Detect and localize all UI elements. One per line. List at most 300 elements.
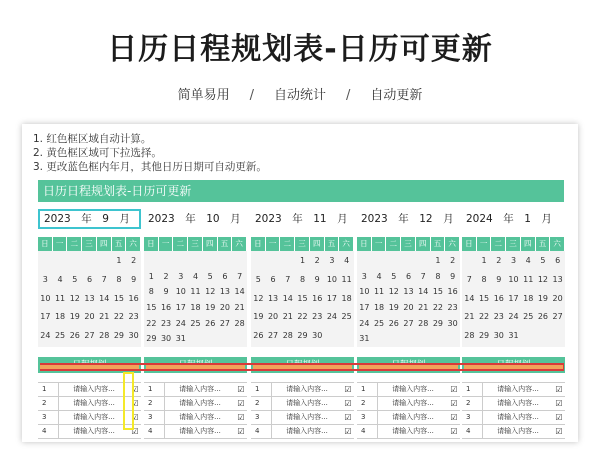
day-cell xyxy=(203,253,218,269)
schedule-row xyxy=(144,411,247,425)
day-cell: 15 xyxy=(297,293,308,303)
day-cell: 21 xyxy=(234,302,245,312)
day-cell: 18 xyxy=(523,293,534,303)
day-cell: 9 xyxy=(131,274,137,284)
weekday-header xyxy=(251,237,354,251)
day-cell: 23 xyxy=(493,312,504,322)
weekday-header xyxy=(462,237,565,251)
weekday-label: 四 xyxy=(97,237,112,251)
day-cell: 9 xyxy=(314,274,320,284)
day-cell: 31 xyxy=(175,334,186,344)
row-number: 2 xyxy=(38,397,59,410)
day-cell: 6 xyxy=(222,271,228,281)
weekday-label: 二 xyxy=(280,237,295,251)
weekday-label: 四 xyxy=(203,237,218,251)
day-cell: 28 xyxy=(282,331,293,341)
checkbox-checked-icon[interactable]: ☑ xyxy=(450,399,458,408)
day-cell: 13 xyxy=(219,287,231,297)
day-cell: 2 xyxy=(450,256,456,265)
day-cell: 10 xyxy=(175,287,186,297)
day-cell xyxy=(38,253,53,269)
weekday-label: 一 xyxy=(266,237,281,251)
day-cell xyxy=(67,253,82,269)
day-cell: 5 xyxy=(540,256,546,265)
day-cell: 28 xyxy=(234,318,245,328)
weekday-label: 日 xyxy=(251,237,266,251)
day-cell xyxy=(97,253,112,269)
row-number: 4 xyxy=(357,425,378,438)
day-cell: 19 xyxy=(69,312,80,322)
row-number: 4 xyxy=(38,425,59,438)
schedule-input[interactable]: 请输入内容... xyxy=(392,399,434,407)
day-cell: 5 xyxy=(255,274,261,284)
day-cell: 11 xyxy=(523,274,534,284)
day-grid xyxy=(144,251,247,347)
day-cell: 24 xyxy=(326,312,338,322)
schedule-row xyxy=(357,411,460,425)
checkbox-checked-icon[interactable]: ☑ xyxy=(555,385,563,394)
day-cell: 4 xyxy=(525,256,531,265)
schedule-row xyxy=(357,383,460,397)
day-cell: 31 xyxy=(508,331,519,341)
day-cell: 3 xyxy=(361,271,367,281)
weekday-label: 三 xyxy=(82,237,97,251)
weekday-header xyxy=(144,237,247,251)
day-cell: 7 xyxy=(237,271,243,281)
day-cell: 4 xyxy=(57,274,63,284)
weekday-label: 二 xyxy=(67,237,82,251)
instructions xyxy=(33,132,267,174)
schedule-row xyxy=(462,383,565,397)
day-cell: 14 xyxy=(282,293,293,303)
day-cell: 30 xyxy=(128,331,139,341)
row-number: 4 xyxy=(144,425,165,438)
day-cell: 1 xyxy=(435,256,441,265)
schedule-input[interactable]: 请输入内容... xyxy=(392,413,434,421)
day-cell xyxy=(462,253,477,269)
poster-title: 日历日程规划表-日历可更新 xyxy=(107,32,493,67)
day-cell xyxy=(232,253,247,269)
weekday-label: 一 xyxy=(477,237,492,251)
feature-subtitle xyxy=(0,84,600,103)
day-cell: 4 xyxy=(376,271,382,281)
day-cell xyxy=(218,253,233,269)
row-number: 1 xyxy=(462,383,483,396)
checkbox-checked-icon[interactable]: ☑ xyxy=(450,385,458,394)
weekday-label: 日 xyxy=(462,237,477,251)
row-number: 1 xyxy=(144,383,165,396)
checkbox-checked-icon[interactable]: ☑ xyxy=(237,427,245,436)
day-cell: 1 xyxy=(299,256,306,265)
month-selector[interactable]: 2023 年 9 月 xyxy=(38,209,141,229)
schedule-input[interactable]: 请输入内容... xyxy=(179,413,221,421)
day-cell: 20 xyxy=(403,302,414,312)
day-cell: 18 xyxy=(341,293,352,303)
day-cell: 23 xyxy=(128,312,139,322)
note-line: 2. 黄色框区域可下拉选择。 xyxy=(33,147,162,159)
weekday-label: 一 xyxy=(372,237,387,251)
day-cell: 9 xyxy=(163,287,169,297)
day-cell: 13 xyxy=(552,274,563,284)
checkbox-checked-icon[interactable]: ☑ xyxy=(237,399,245,408)
separator: / xyxy=(249,88,254,103)
weekday-label: 五 xyxy=(218,237,233,251)
weekday-label: 五 xyxy=(431,237,446,251)
schedule-row xyxy=(357,425,460,439)
weekday-label: 一 xyxy=(53,237,68,251)
day-cell: 29 xyxy=(478,331,490,341)
schedule-row xyxy=(251,425,354,439)
schedule-input[interactable]: 请输入内容... xyxy=(497,427,539,435)
orange-summary-bar xyxy=(253,365,352,369)
day-cell: 20 xyxy=(219,302,231,312)
day-cell: 2 xyxy=(163,271,169,281)
day-cell: 23 xyxy=(312,312,323,322)
checkbox-checked-icon[interactable]: ☑ xyxy=(450,427,458,436)
weekday-label: 日 xyxy=(144,237,159,251)
day-cell: 6 xyxy=(86,274,93,284)
weekday-label: 六 xyxy=(550,237,565,251)
day-cell: 12 xyxy=(388,287,399,297)
day-cell: 12 xyxy=(537,274,549,284)
weekday-label: 五 xyxy=(112,237,127,251)
day-cell: 29 xyxy=(113,331,125,341)
day-cell: 29 xyxy=(297,331,308,341)
row-number: 3 xyxy=(357,411,378,424)
checkbox-checked-icon[interactable]: ☑ xyxy=(131,385,139,394)
day-cell: 19 xyxy=(537,293,549,303)
day-cell: 18 xyxy=(190,302,201,312)
calendar-banner: 日历日程规划表-日历可更新 xyxy=(38,180,564,202)
row-number: 3 xyxy=(38,411,59,424)
day-cell: 1 xyxy=(116,256,122,265)
weekday-header xyxy=(38,237,141,251)
day-cell: 22 xyxy=(146,318,157,328)
checkbox-checked-icon[interactable]: ☑ xyxy=(131,399,139,408)
day-cell: 28 xyxy=(464,331,475,341)
schedule-row xyxy=(462,397,565,411)
schedule-input[interactable]: 请输入内容... xyxy=(73,427,115,435)
schedule-input[interactable]: 请输入内容... xyxy=(497,399,539,407)
day-cell: 14 xyxy=(99,293,110,303)
month-label: 2023 年 12 月 xyxy=(361,213,454,225)
weekday-label: 日 xyxy=(357,237,372,251)
day-cell: 13 xyxy=(403,287,414,297)
checkbox-checked-icon[interactable]: ☑ xyxy=(237,413,245,422)
day-cell xyxy=(188,253,203,269)
schedule-input[interactable]: 请输入内容... xyxy=(179,427,221,435)
day-cell: 19 xyxy=(205,302,216,312)
schedule-input[interactable]: 请输入内容... xyxy=(179,385,221,393)
weekday-header xyxy=(357,237,460,251)
day-cell: 15 xyxy=(146,302,157,312)
weekday-label: 四 xyxy=(416,237,431,251)
day-cell: 8 xyxy=(435,271,441,281)
day-cell: 15 xyxy=(478,293,490,303)
schedule-input[interactable]: 请输入内容... xyxy=(392,427,434,435)
day-cell: 30 xyxy=(160,334,172,344)
day-cell: 20 xyxy=(267,312,279,322)
row-number: 4 xyxy=(462,425,483,438)
schedule-input[interactable]: 请输入内容... xyxy=(497,413,539,421)
month-calendar xyxy=(251,209,354,439)
weekday-label: 六 xyxy=(126,237,141,251)
day-cell: 20 xyxy=(552,293,563,303)
day-cell xyxy=(357,253,372,269)
day-cell: 3 xyxy=(329,256,335,265)
row-number: 3 xyxy=(251,411,272,424)
row-number: 3 xyxy=(462,411,483,424)
row-number: 2 xyxy=(357,397,378,410)
day-cell xyxy=(53,253,68,269)
day-cell: 5 xyxy=(207,271,213,281)
day-cell: 20 xyxy=(84,312,95,322)
day-cell: 13 xyxy=(267,293,279,303)
day-cell: 3 xyxy=(42,274,48,284)
day-cell: 12 xyxy=(69,293,80,303)
checkbox-checked-icon[interactable]: ☑ xyxy=(131,427,139,436)
checkbox-checked-icon[interactable]: ☑ xyxy=(344,413,352,422)
row-number: 1 xyxy=(251,383,272,396)
orange-summary-bar xyxy=(464,365,563,369)
day-cell: 10 xyxy=(40,293,51,303)
schedule-input[interactable]: 请输入内容... xyxy=(286,399,328,407)
day-cell: 25 xyxy=(523,312,534,322)
day-cell xyxy=(401,253,416,269)
day-cell: 2 xyxy=(131,256,137,265)
day-cell: 15 xyxy=(113,293,125,303)
schedule-input[interactable]: 请输入内容... xyxy=(392,385,434,393)
schedule-input[interactable]: 请输入内容... xyxy=(497,385,539,393)
day-grid xyxy=(251,251,354,347)
day-cell: 16 xyxy=(312,293,323,303)
yellow-box-highlight xyxy=(123,372,134,430)
day-cell: 30 xyxy=(493,331,504,341)
checkbox-checked-icon[interactable]: ☑ xyxy=(555,427,563,436)
day-cell: 16 xyxy=(160,302,172,312)
day-cell: 31 xyxy=(359,334,370,344)
day-cell: 6 xyxy=(555,256,561,265)
schedule-table xyxy=(357,382,460,439)
row-number: 4 xyxy=(251,425,272,438)
row-number: 2 xyxy=(144,397,165,410)
weekday-label: 六 xyxy=(339,237,354,251)
day-cell: 7 xyxy=(285,274,291,284)
day-cell: 26 xyxy=(69,331,80,341)
weekday-label: 二 xyxy=(386,237,401,251)
weekday-label: 二 xyxy=(491,237,506,251)
day-cell: 27 xyxy=(403,318,414,328)
schedule-row xyxy=(357,397,460,411)
month-label: 2024 年 1 月 xyxy=(466,213,552,225)
day-cell: 17 xyxy=(508,293,519,303)
day-cell: 4 xyxy=(192,271,199,281)
day-cell xyxy=(372,253,387,269)
month-calendar xyxy=(462,209,565,439)
row-number: 2 xyxy=(251,397,272,410)
day-cell: 6 xyxy=(270,274,276,284)
schedule-row xyxy=(251,383,354,397)
schedule-input[interactable]: 请输入内容... xyxy=(73,385,115,393)
day-cell: 26 xyxy=(388,318,399,328)
day-cell: 14 xyxy=(464,293,475,303)
schedule-row xyxy=(462,425,565,439)
day-cell: 30 xyxy=(312,331,323,341)
day-cell: 7 xyxy=(466,274,472,284)
row-number: 1 xyxy=(38,383,59,396)
day-cell: 3 xyxy=(178,271,184,281)
month-calendar xyxy=(144,209,247,439)
schedule-input[interactable]: 请输入内容... xyxy=(286,385,328,393)
day-cell: 21 xyxy=(282,312,293,322)
schedule-input[interactable]: 请输入内容... xyxy=(286,413,328,421)
schedule-row xyxy=(144,425,247,439)
day-cell: 24 xyxy=(175,318,186,328)
day-cell: 25 xyxy=(54,331,66,341)
schedule-table xyxy=(144,382,247,439)
day-cell: 18 xyxy=(373,302,385,312)
day-cell: 27 xyxy=(84,331,95,341)
day-cell: 21 xyxy=(99,312,110,322)
day-cell: 4 xyxy=(344,256,350,265)
schedule-table xyxy=(462,382,565,439)
separator: / xyxy=(346,88,351,103)
day-cell: 15 xyxy=(432,287,444,297)
weekday-label: 三 xyxy=(188,237,203,251)
day-cell: 22 xyxy=(478,312,490,322)
schedule-row xyxy=(144,383,247,397)
checkbox-checked-icon[interactable]: ☑ xyxy=(237,385,245,394)
day-cell: 21 xyxy=(418,302,429,312)
schedule-row xyxy=(251,397,354,411)
day-cell: 16 xyxy=(493,293,504,303)
day-cell: 12 xyxy=(253,293,264,303)
orange-summary-bar xyxy=(359,365,458,369)
day-grid xyxy=(38,251,141,347)
day-cell: 7 xyxy=(101,274,107,284)
day-cell: 26 xyxy=(537,312,549,322)
weekday-label: 五 xyxy=(325,237,340,251)
weekday-label: 三 xyxy=(401,237,416,251)
day-cell: 6 xyxy=(405,271,412,281)
schedule-row xyxy=(251,411,354,425)
checkbox-checked-icon[interactable]: ☑ xyxy=(555,399,563,408)
day-cell xyxy=(251,253,266,269)
day-cell: 28 xyxy=(99,331,110,341)
day-cell xyxy=(266,253,281,269)
checkbox-checked-icon[interactable]: ☑ xyxy=(131,413,139,422)
checkbox-checked-icon[interactable]: ☑ xyxy=(555,413,563,422)
checkbox-checked-icon[interactable]: ☑ xyxy=(450,413,458,422)
day-cell: 10 xyxy=(326,274,338,284)
day-cell: 17 xyxy=(175,302,186,312)
day-cell: 21 xyxy=(464,312,475,322)
weekday-label: 三 xyxy=(506,237,521,251)
spreadsheet-panel xyxy=(22,124,578,442)
day-cell: 25 xyxy=(373,318,385,328)
day-cell xyxy=(144,253,159,269)
day-cell: 10 xyxy=(508,274,519,284)
day-cell: 25 xyxy=(190,318,201,328)
row-number: 1 xyxy=(357,383,378,396)
feature-update: 自动更新 xyxy=(370,88,423,103)
day-cell: 8 xyxy=(481,274,487,284)
row-number: 2 xyxy=(462,397,483,410)
month-label: 2023 年 10 月 xyxy=(148,213,241,225)
checkbox-checked-icon[interactable]: ☑ xyxy=(344,427,352,436)
day-cell: 9 xyxy=(450,271,456,281)
day-cell xyxy=(159,253,174,269)
day-cell: 28 xyxy=(418,318,429,328)
day-cell: 19 xyxy=(388,302,399,312)
day-cell: 13 xyxy=(84,293,95,303)
weekday-label: 四 xyxy=(521,237,536,251)
day-cell: 22 xyxy=(113,312,125,322)
day-cell: 17 xyxy=(40,312,51,322)
day-cell: 10 xyxy=(359,287,370,297)
weekday-label: 日 xyxy=(38,237,53,251)
schedule-input[interactable]: 请输入内容... xyxy=(73,399,115,407)
day-cell: 9 xyxy=(496,274,502,284)
schedule-input[interactable]: 请输入内容... xyxy=(179,399,221,407)
day-cell: 14 xyxy=(234,287,245,297)
orange-summary-bar xyxy=(146,365,245,369)
day-cell xyxy=(173,253,188,269)
day-cell: 29 xyxy=(432,318,444,328)
note-line: 1. 红色框区域自动计算。 xyxy=(33,133,152,145)
day-cell: 30 xyxy=(447,318,458,328)
day-cell: 18 xyxy=(54,312,66,322)
day-cell: 2 xyxy=(496,256,502,265)
orange-summary-bar xyxy=(40,365,139,369)
day-cell: 3 xyxy=(510,256,517,265)
day-cell: 11 xyxy=(190,287,201,297)
day-cell: 1 xyxy=(481,256,487,265)
day-cell xyxy=(82,253,97,269)
day-cell: 8 xyxy=(116,274,122,284)
row-number: 3 xyxy=(144,411,165,424)
day-cell: 23 xyxy=(447,302,458,312)
weekday-label: 六 xyxy=(445,237,460,251)
schedule-row xyxy=(462,411,565,425)
month-label: 2023 年 11 月 xyxy=(255,213,348,225)
day-cell: 5 xyxy=(72,274,78,284)
day-cell: 19 xyxy=(253,312,264,322)
day-cell: 12 xyxy=(205,287,216,297)
day-cell: 23 xyxy=(160,318,172,328)
day-cell: 14 xyxy=(418,287,429,297)
day-cell: 2 xyxy=(314,256,320,265)
checkbox-checked-icon[interactable]: ☑ xyxy=(344,385,352,394)
day-cell: 24 xyxy=(40,331,51,341)
day-cell: 24 xyxy=(359,318,370,328)
schedule-input[interactable]: 请输入内容... xyxy=(286,427,328,435)
day-cell xyxy=(386,253,401,269)
weekday-label: 二 xyxy=(173,237,188,251)
day-cell: 29 xyxy=(146,334,157,344)
weekday-label: 四 xyxy=(310,237,325,251)
checkbox-checked-icon[interactable]: ☑ xyxy=(344,399,352,408)
weekday-label: 三 xyxy=(295,237,310,251)
schedule-input[interactable]: 请输入内容... xyxy=(73,413,115,421)
day-cell xyxy=(416,253,431,269)
day-cell: 25 xyxy=(341,312,352,322)
feature-stats: 自动统计 xyxy=(273,88,326,103)
day-cell: 26 xyxy=(253,331,264,341)
weekday-label: 五 xyxy=(536,237,551,251)
day-cell: 27 xyxy=(267,331,279,341)
day-cell: 22 xyxy=(432,302,444,312)
